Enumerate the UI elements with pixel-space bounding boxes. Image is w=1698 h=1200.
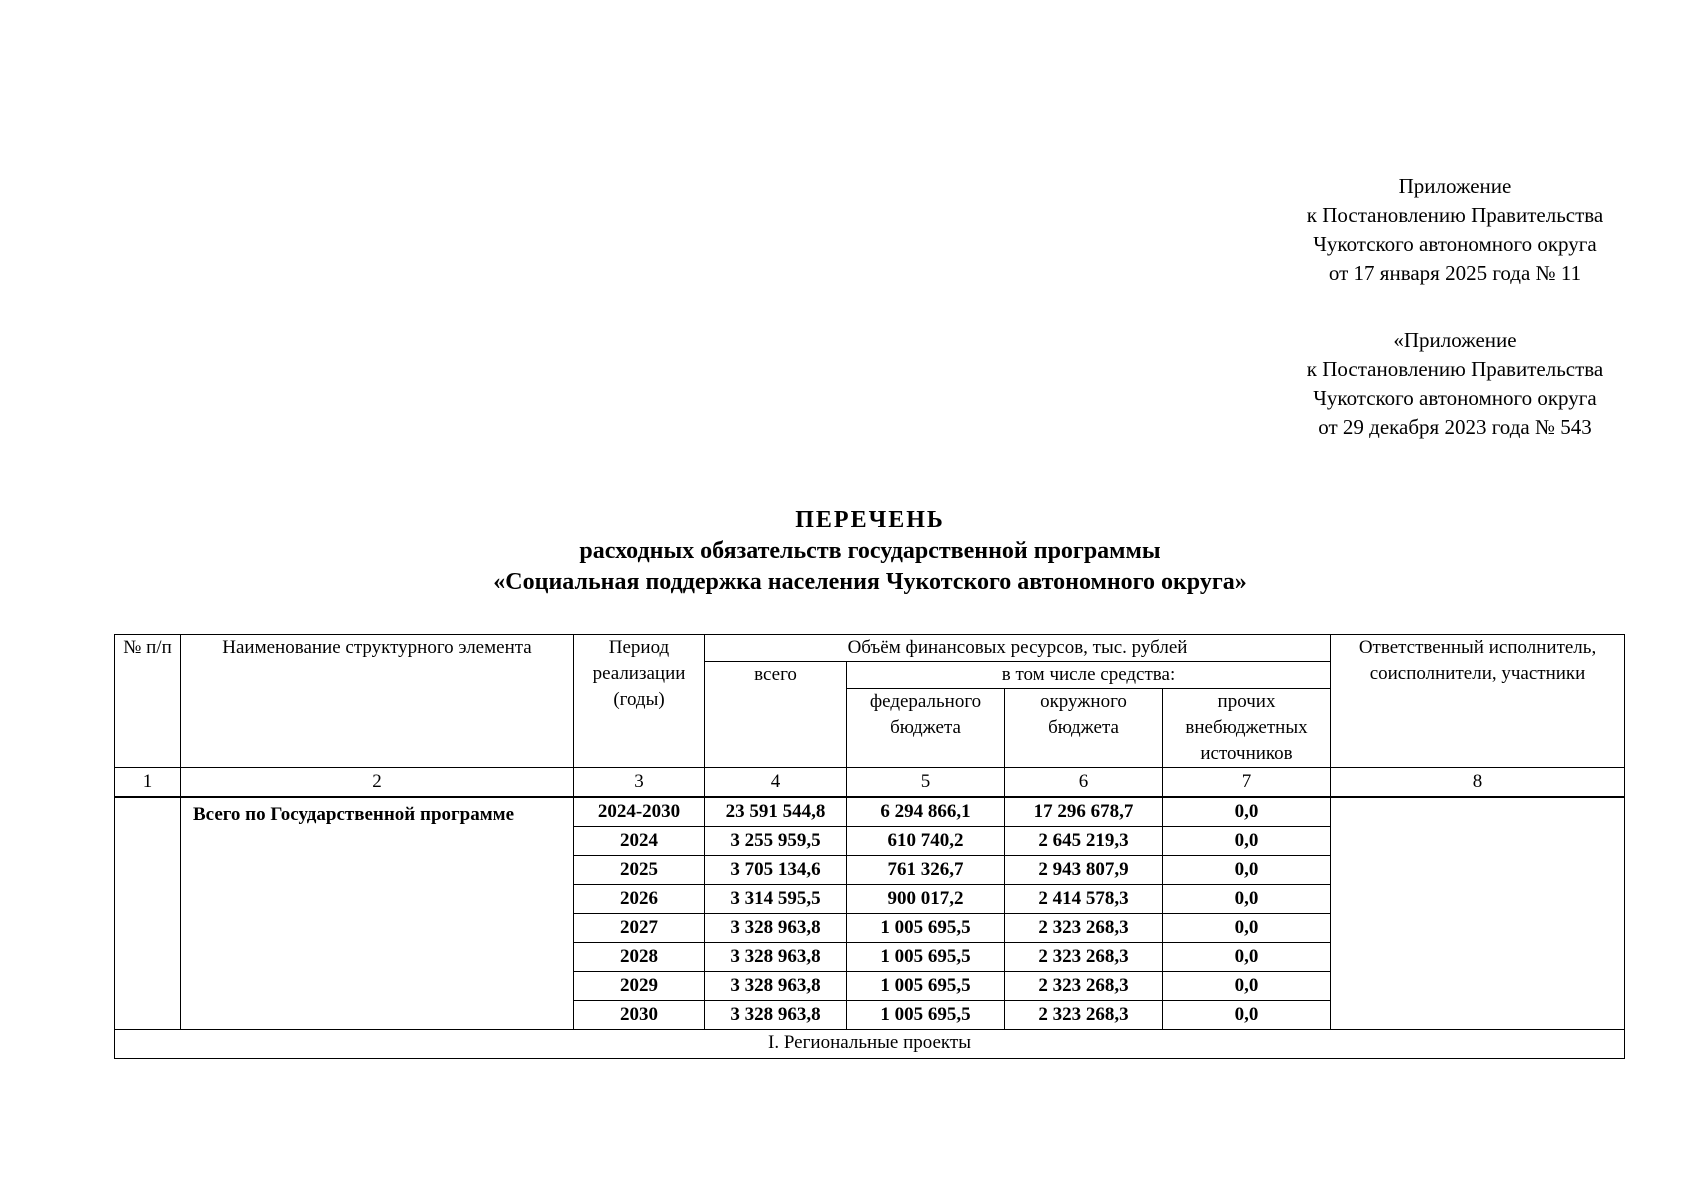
federal-cell: 1 005 695,5: [847, 972, 1005, 1001]
table-row: [115, 797, 1625, 827]
federal-cell: 610 740,2: [847, 827, 1005, 856]
period-cell: 2027: [574, 914, 705, 943]
appendix-line: Чукотского автономного округа: [1313, 386, 1597, 410]
appendix-line: Чукотского автономного округа: [1313, 232, 1597, 256]
other-cell: 0,0: [1163, 885, 1331, 914]
other-cell: 0,0: [1163, 797, 1331, 827]
column-number: 8: [1331, 768, 1625, 798]
column-number: 2: [181, 768, 574, 798]
appendix-line: от 17 января 2025 года № 11: [1328, 261, 1582, 285]
appendix-line: от 29 декабря 2023 года № 543: [1318, 415, 1592, 439]
appendix-note-original: [1270, 326, 1640, 442]
header-volume: Объём финансовых ресурсов, тыс. рублей: [705, 635, 1331, 662]
district-cell: 2 414 578,3: [1005, 885, 1163, 914]
district-cell: 2 323 268,3: [1005, 943, 1163, 972]
district-cell: 2 323 268,3: [1005, 1001, 1163, 1030]
group-name-cell: Всего по Государственной программе: [181, 797, 574, 1030]
header-total: всего: [705, 662, 847, 768]
other-cell: 0,0: [1163, 914, 1331, 943]
district-cell: 2 323 268,3: [1005, 972, 1163, 1001]
column-number-row: [115, 768, 1625, 798]
other-cell: 0,0: [1163, 827, 1331, 856]
header-period: Период реализации (годы): [574, 635, 705, 768]
header-responsible: Ответственный исполнитель, соисполнители, участники: [1331, 635, 1625, 768]
period-cell: 2025: [574, 856, 705, 885]
appendix-line: Приложение: [1398, 174, 1512, 198]
district-cell: 2 943 807,9: [1005, 856, 1163, 885]
row-number-cell: [115, 797, 181, 1030]
appendix-note-current: [1270, 172, 1640, 288]
other-cell: 0,0: [1163, 1001, 1331, 1030]
appendix-line: «Приложение: [1393, 328, 1517, 352]
header-district: окружного бюджета: [1005, 689, 1163, 768]
period-cell: 2024: [574, 827, 705, 856]
federal-cell: 1 005 695,5: [847, 943, 1005, 972]
federal-cell: 761 326,7: [847, 856, 1005, 885]
period-cell: 2029: [574, 972, 705, 1001]
federal-cell: 1 005 695,5: [847, 914, 1005, 943]
title-line: «Социальная поддержка населения Чукотского автономного округа»: [493, 569, 1247, 595]
federal-cell: 900 017,2: [847, 885, 1005, 914]
federal-cell: 1 005 695,5: [847, 1001, 1005, 1030]
other-cell: 0,0: [1163, 943, 1331, 972]
title-line: расходных обязательств государственной программы: [579, 538, 1161, 564]
header-other: прочих внебюджетных источников: [1163, 689, 1331, 768]
district-cell: 2 323 268,3: [1005, 914, 1163, 943]
header-name: Наименование структурного элемента: [181, 635, 574, 768]
section-heading: I. Региональные проекты: [115, 1030, 1625, 1059]
expenditure-table: [114, 634, 1625, 1059]
appendix-line: к Постановлению Правительства: [1306, 357, 1604, 381]
appendix-line: к Постановлению Правительства: [1306, 203, 1604, 227]
total-cell: 3 705 134,6: [705, 856, 847, 885]
column-number: 7: [1163, 768, 1331, 798]
column-number: 4: [705, 768, 847, 798]
section-row: [115, 1030, 1625, 1059]
header-including: в том числе средства:: [847, 662, 1331, 689]
federal-cell: 6 294 866,1: [847, 797, 1005, 827]
header-no: № п/п: [115, 635, 181, 768]
header-federal: федерального бюджета: [847, 689, 1005, 768]
other-cell: 0,0: [1163, 972, 1331, 1001]
total-cell: 3 328 963,8: [705, 972, 847, 1001]
period-cell: 2024-2030: [574, 797, 705, 827]
period-cell: 2028: [574, 943, 705, 972]
column-number: 3: [574, 768, 705, 798]
district-cell: 17 296 678,7: [1005, 797, 1163, 827]
total-cell: 3 314 595,5: [705, 885, 847, 914]
period-cell: 2030: [574, 1001, 705, 1030]
title-main: ПЕРЕЧЕНЬ: [795, 507, 945, 533]
period-cell: 2026: [574, 885, 705, 914]
total-cell: 3 255 959,5: [705, 827, 847, 856]
district-cell: 2 645 219,3: [1005, 827, 1163, 856]
total-cell: 3 328 963,8: [705, 943, 847, 972]
other-cell: 0,0: [1163, 856, 1331, 885]
total-cell: 3 328 963,8: [705, 1001, 847, 1030]
column-number: 5: [847, 768, 1005, 798]
column-number: 6: [1005, 768, 1163, 798]
column-number: 1: [115, 768, 181, 798]
document-title: [115, 505, 1625, 598]
total-cell: 3 328 963,8: [705, 914, 847, 943]
responsible-cell: [1331, 797, 1625, 1030]
total-cell: 23 591 544,8: [705, 797, 847, 827]
